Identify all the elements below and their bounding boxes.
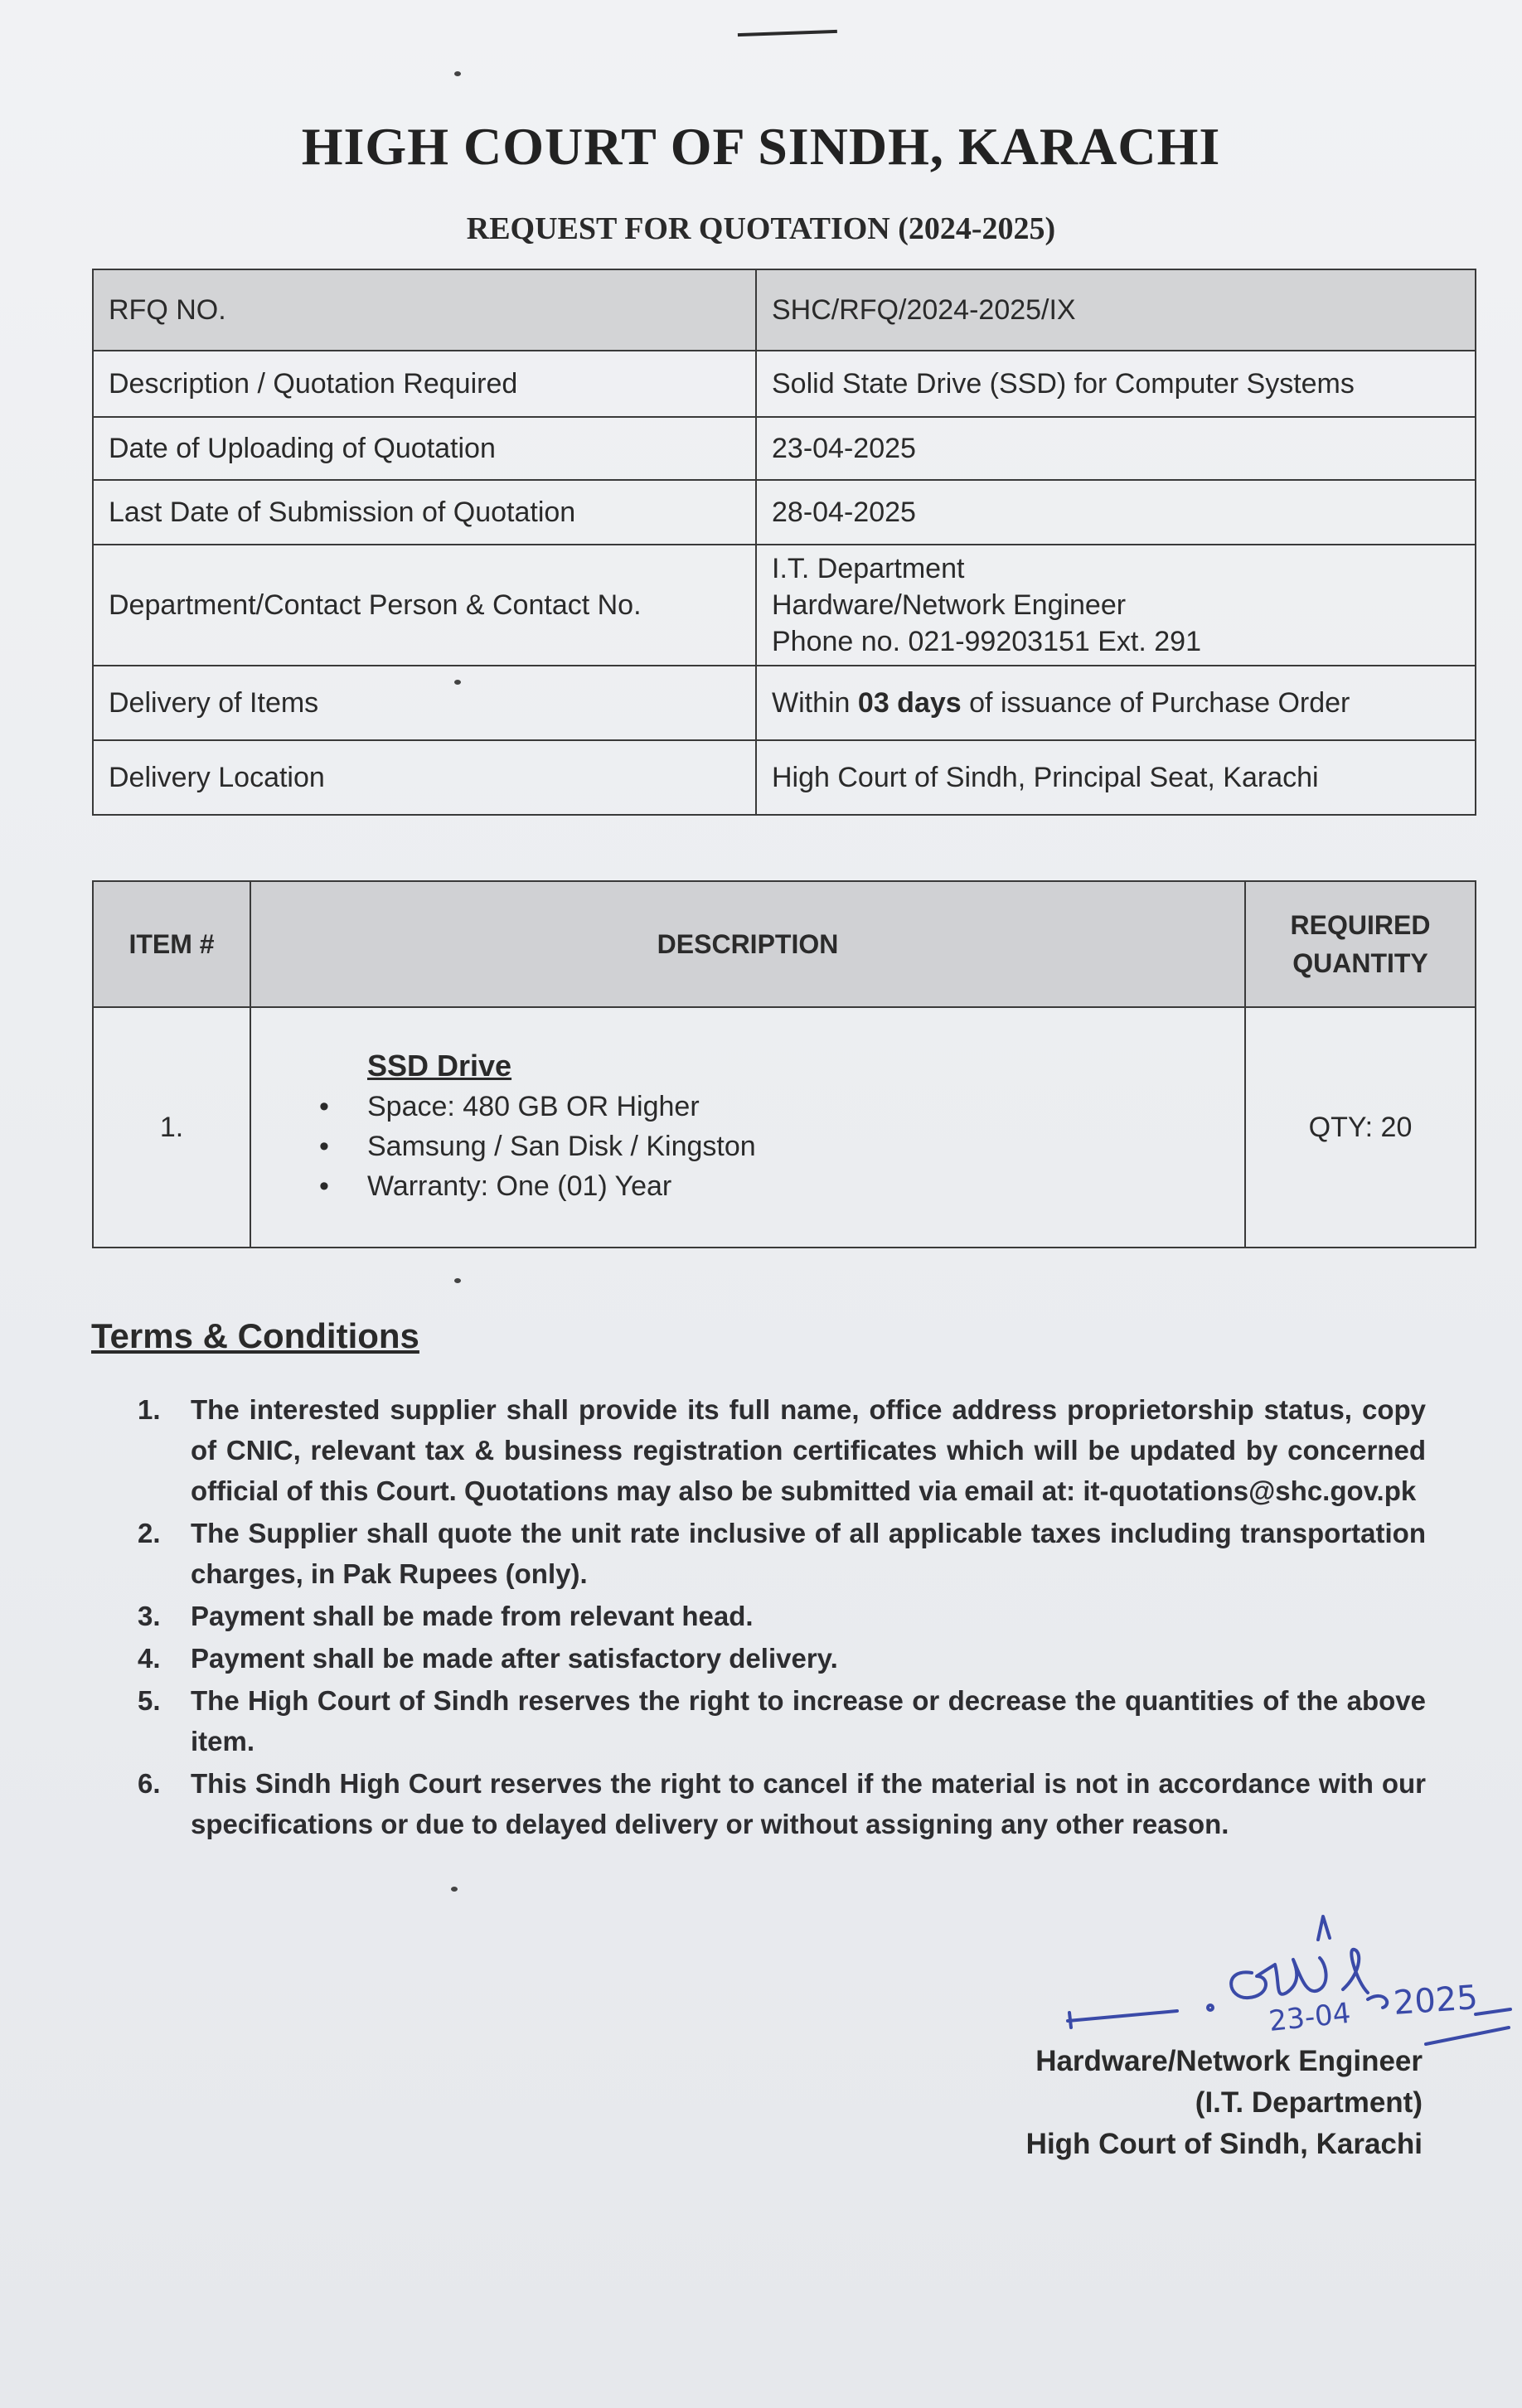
quantity-header-line: QUANTITY xyxy=(1292,948,1428,978)
signature-ink xyxy=(1068,1916,1510,2044)
signoff-organization: High Court of Sindh, Karachi xyxy=(1025,2128,1423,2160)
items-table xyxy=(92,880,1476,1248)
delivery-prefix: Within xyxy=(772,687,851,719)
rfq-label: Date of Uploading of Quotation xyxy=(93,417,756,480)
terms-list xyxy=(91,1389,1426,1846)
contact-line: Phone no. 021-99203151 Ext. 291 xyxy=(772,626,1201,657)
quantity-header xyxy=(1245,881,1476,1007)
contact-details xyxy=(756,545,1476,666)
item-number-header: ITEM # xyxy=(93,881,250,1007)
delivery-days: 03 days xyxy=(857,687,962,719)
signature-stroke xyxy=(1426,2028,1509,2044)
signature-dot xyxy=(1208,2005,1213,2010)
term-number: 1. xyxy=(138,1394,161,1425)
signoff-block xyxy=(1026,2041,1423,2165)
signoff-title: Hardware/Network Engineer xyxy=(1035,2045,1423,2077)
delivery-suffix: of issuance of Purchase Order xyxy=(969,687,1350,719)
term-number: 2. xyxy=(138,1518,161,1548)
spec-item: • Warranty: One (01) Year xyxy=(367,1166,1243,1206)
contact-line: Hardware/Network Engineer xyxy=(772,589,1127,621)
term-text: This Sindh High Court reserves the right to cancel if the material is not in accordance with our specifications or due to delayed delivery or without assigning any other reason. xyxy=(191,1768,1426,1839)
rfq-label: Description / Quotation Required xyxy=(93,351,756,417)
term-text: The High Court of Sindh reserves the right to increase or decrease the quantities of the above item. xyxy=(191,1685,1426,1756)
term-number: 6. xyxy=(138,1768,161,1799)
signoff-department: (I.T. Department) xyxy=(1195,2086,1423,2119)
term-number: 4. xyxy=(138,1643,161,1674)
document-title: HIGH COURT OF SINDH, KARACHI xyxy=(301,117,1221,176)
description-header: DESCRIPTION xyxy=(250,881,1245,1007)
items-header-row xyxy=(93,881,1476,1007)
signature-stroke xyxy=(1343,1950,1368,1993)
item-description xyxy=(250,1007,1245,1248)
rfq-label: Delivery of Items xyxy=(93,666,756,740)
handwritten-date: 23-04 xyxy=(1267,1996,1353,2038)
rfq-value: SHC/RFQ/2024-2025/IX xyxy=(756,269,1476,351)
rfq-label: RFQ NO. xyxy=(93,269,756,351)
speck xyxy=(454,1278,461,1283)
term-text: The interested supplier shall provide its full name, office address proprietorship status, copy of CNIC, relevant tax & business registration certificates which will be updated by concerned official of this Court. Quotations may also be submitted via email at: it-quotations@shc.gov.pk xyxy=(191,1394,1426,1506)
item-number: 1. xyxy=(93,1007,250,1248)
rfq-value: 28-04-2025 xyxy=(756,480,1476,545)
list-item xyxy=(91,1680,1426,1761)
item-name: SSD Drive xyxy=(367,1049,512,1083)
speck xyxy=(454,71,461,76)
spec-item: • Samsung / San Disk / Kingston xyxy=(367,1126,1243,1166)
document-subtitle: REQUEST FOR QUOTATION (2024-2025) xyxy=(466,211,1056,246)
term-text: Payment shall be made from relevant head. xyxy=(191,1601,754,1631)
quantity-header-line: REQUIRED xyxy=(1290,910,1431,940)
pen-mark xyxy=(738,30,837,41)
rfq-row-location xyxy=(93,740,1476,815)
delivery-terms xyxy=(756,666,1476,740)
signature-stroke xyxy=(1318,1916,1330,1940)
signature-stroke xyxy=(1231,1958,1326,1998)
term-text: The Supplier shall quote the unit rate inclusive of all applicable taxes including transportation charges, in Pak Rupees (only). xyxy=(191,1518,1426,1589)
item-quantity: QTY: 20 xyxy=(1245,1007,1476,1248)
list-item xyxy=(91,1763,1426,1844)
signature-stroke xyxy=(1069,2013,1071,2028)
terms-heading: Terms & Conditions xyxy=(91,1316,419,1355)
signature-stroke xyxy=(1476,2009,1510,2014)
rfq-row-contact xyxy=(93,545,1476,666)
spec-item: • Space: 480 GB OR Higher xyxy=(367,1087,1243,1126)
signature-stroke xyxy=(1368,1996,1387,2008)
rfq-info-table xyxy=(92,269,1476,816)
handwritten-year: 2025 xyxy=(1392,1978,1480,2023)
term-text: Payment shall be made after satisfactory delivery. xyxy=(191,1643,838,1674)
rfq-label: Department/Contact Person & Contact No. xyxy=(93,545,756,666)
list-item xyxy=(91,1389,1426,1511)
rfq-value: 23-04-2025 xyxy=(756,417,1476,480)
rfq-row-delivery xyxy=(93,666,1476,740)
list-item xyxy=(91,1513,1426,1594)
term-number: 5. xyxy=(138,1685,161,1716)
term-number: 3. xyxy=(138,1601,161,1631)
rfq-row xyxy=(93,351,1476,417)
rfq-label: Last Date of Submission of Quotation xyxy=(93,480,756,545)
rfq-row xyxy=(93,269,1476,351)
rfq-label: Delivery Location xyxy=(93,740,756,815)
list-item xyxy=(91,1596,1426,1636)
signature-stroke xyxy=(1068,2011,1177,2021)
contact-line: I.T. Department xyxy=(772,553,965,584)
rfq-value: Solid State Drive (SSD) for Computer Systems xyxy=(756,351,1476,417)
item-specs xyxy=(367,1087,1243,1206)
rfq-row xyxy=(93,480,1476,545)
rfq-row xyxy=(93,417,1476,480)
speck xyxy=(451,1887,458,1892)
table-row xyxy=(93,1007,1476,1248)
list-item xyxy=(91,1638,1426,1679)
rfq-value: High Court of Sindh, Principal Seat, Karachi xyxy=(756,740,1476,815)
